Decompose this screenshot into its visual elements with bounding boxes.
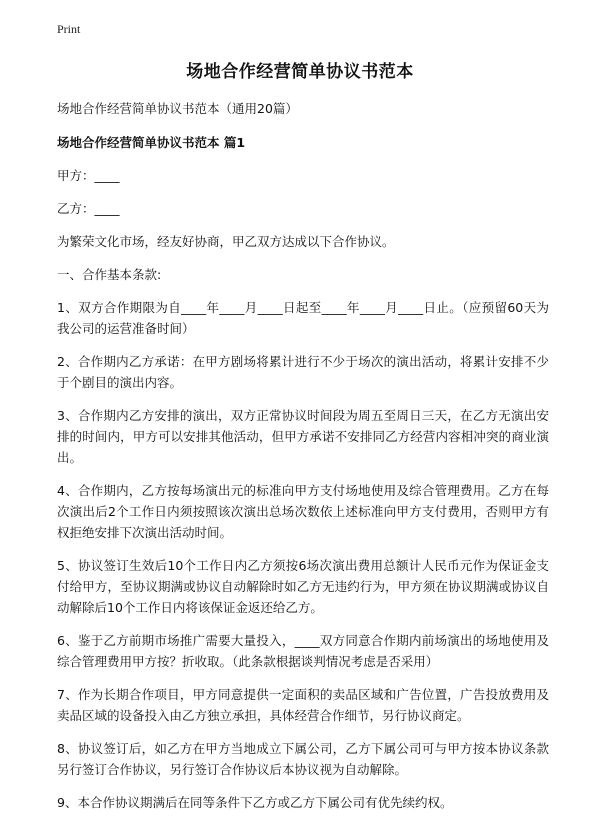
clause-7: 7、作为长期合作项目，甲方同意提供一定面积的卖品区域和广告位置，广告投放费用及卖品区域的设备投入由乙方独立承担，具体经营合作细节，另行协议商定。 xyxy=(57,687,549,723)
clause-9: 9、本合作协议期满后在同等条件下乙方或乙方下属公司有优先续约权。 xyxy=(57,795,453,810)
intro-paragraph: 为繁荣文化市场，经友好协商，甲乙双方达成以下合作协议。 xyxy=(57,234,395,249)
clause-2: 2、合作期内乙方承诺：在甲方剧场将累计进行不少于场次的演出活动，将累计安排不少于个剧目的演出内容。 xyxy=(57,354,549,390)
clause-4: 4、合作期内，乙方按每场演出元的标准向甲方支付场地使用及综合管理费用。乙方在每次演出后2个工作日内须按照该次演出总场次数依上述标准向甲方支付费用，否则甲方有权拒绝安排下次演出活动时间。 xyxy=(57,483,549,540)
document-title: 场地合作经营简单协议书范本 xyxy=(186,62,414,82)
party-b-line: 乙方：____ xyxy=(57,201,120,216)
document-subtitle: 场地合作经营简单协议书范本（通用20篇） xyxy=(57,101,298,116)
clause-heading: 一、合作基本条款: xyxy=(57,267,162,282)
clause-8: 8、协议签订后，如乙方在甲方当地成立下属公司，乙方下属公司可与甲方按本协议条款另行签订合作协议，另行签订合作协议后本协议视为自动解除。 xyxy=(57,741,549,777)
clause-1: 1、双方合作期限为自____年____月____日起至____年____月____日止。（应预留60天为我公司的运营准备时间） xyxy=(57,300,549,336)
section-heading: 场地合作经营简单协议书范本 篇1 xyxy=(57,135,246,150)
print-link[interactable]: Print xyxy=(57,22,81,36)
clause-3: 3、合作期内乙方安排的演出，双方正常协议时间段为周五至周日三天，在乙方无演出安排的时间内，甲方可以安排其他活动，但甲方承诺不安排同乙方经营内容相冲突的商业演出。 xyxy=(57,408,549,465)
party-a-line: 甲方：____ xyxy=(57,168,120,183)
document-body xyxy=(57,98,549,825)
clause-5: 5、协议签订生效后10个工作日内乙方须按6场次演出费用总额计人民币元作为保证金支付给甲方，至协议期满或协议自动解除时如乙方无违约行为，甲方须在协议期满或协议自动解除后10个工作日内将该保证金返还给乙方。 xyxy=(57,558,549,615)
clause-6: 6、鉴于乙方前期市场推广需要大量投入，____双方同意合作期内前场演出的场地使用及综合管理费用甲方按？折收取。（此条款根据谈判情况考虑是否采用） xyxy=(57,633,549,669)
